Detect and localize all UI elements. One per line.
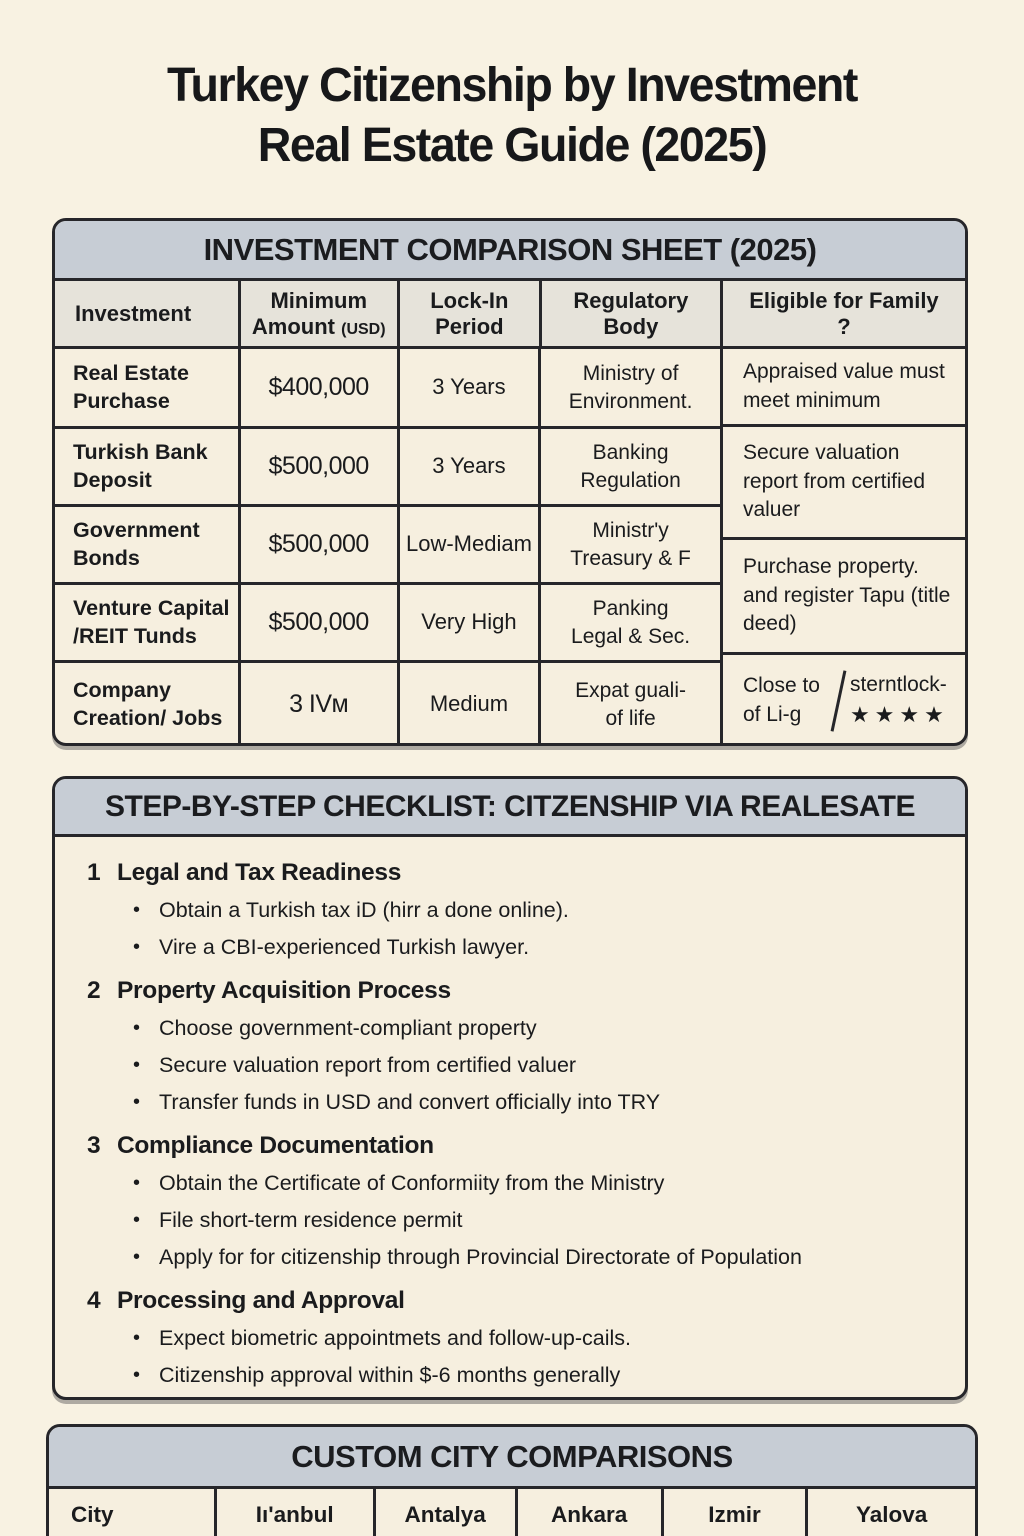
checklist-panel — [52, 776, 968, 1400]
bullet-icon: • — [133, 1054, 141, 1076]
column-header-investment: Investment — [55, 281, 241, 346]
checklist-item: • File short-term residence permit — [133, 1208, 463, 1232]
family-cell: Appraised value must meet minimum — [723, 349, 965, 427]
regulatory-cell: Expat guali- of life — [541, 663, 723, 746]
table-row: Turkish Bank Deposit $500,000 3 Years Banking Regulation — [55, 429, 723, 507]
table-row: Venture Capital /REIT Tunds $500,000 Very High Panking Legal & Sec. — [55, 585, 723, 663]
checklist-item: • Apply for for citizenship through Provincial Directorate of Population — [133, 1245, 802, 1269]
checklist-title: STEP-BY-STEP CHECKLIST: CITZENSHIP VIA REALESATE — [55, 779, 965, 837]
family-cell: Close to of Li-g sterntlock- ★★★★ — [723, 655, 965, 746]
lockin-cell: Very High — [400, 585, 542, 660]
bullet-icon: • — [133, 1246, 141, 1268]
comparison-body — [55, 349, 965, 746]
checklist-step-heading: 1 Legal and Tax Readiness — [87, 859, 402, 886]
city-cell: Yalova — [855, 1502, 928, 1527]
city-header-row — [49, 1489, 975, 1536]
lockin-cell: 3 Years — [400, 349, 542, 426]
column-header-lockin-period: Lock-In Period — [400, 281, 542, 346]
family-cell: Purchase property. and register Tapu (title deed) — [723, 540, 965, 655]
lockin-cell: 3 Years — [400, 429, 542, 504]
amount-cell: $500,000 — [241, 507, 400, 582]
bullet-icon: • — [133, 899, 141, 921]
checklist-step-heading: 4 Processing and Approval — [87, 1287, 405, 1314]
checklist-item: • Obtain a Turkish tax iD (hirr a done online). — [133, 898, 569, 922]
regulatory-cell: Panking Legal & Sec. — [541, 585, 723, 660]
page-title-line1: Turkey Citizenship by Investment — [167, 59, 857, 112]
bullet-icon: • — [133, 1091, 141, 1113]
lockin-cell: Medium — [400, 663, 542, 746]
column-header-regulatory-body: Regulatory Body — [542, 281, 723, 346]
comparison-title: INVESTMENT COMPARISON SHEET (2025) — [55, 221, 965, 281]
checklist-item: • Expect biometric appointmets and follow-up-cails. — [133, 1326, 632, 1350]
bullet-icon: • — [133, 1209, 141, 1231]
star-rating: ★★★★ — [849, 701, 949, 727]
checklist-step-heading: 3 Compliance Documentation — [87, 1132, 434, 1159]
city-cell: Ankara — [518, 1489, 664, 1536]
checklist-item: • Transfer funds in USD and convert officially into TRY — [133, 1090, 661, 1114]
checklist-item: • Secure valuation report from certified valuer — [133, 1053, 577, 1077]
regulatory-cell: Ministr'y Treasury & F — [541, 507, 723, 582]
regulatory-cell: Banking Regulation — [541, 429, 723, 504]
bullet-icon: • — [133, 1172, 141, 1194]
comparison-left-columns — [55, 349, 723, 746]
bullet-icon: • — [133, 1327, 141, 1349]
investment-comparison-panel — [52, 218, 968, 746]
checklist-item: • Vire a CBI-experienced Turkish lawyer. — [133, 935, 530, 959]
checklist-item: • Choose government-compliant property — [133, 1016, 537, 1040]
lockin-cell: Low-Mediam — [400, 507, 542, 582]
bullet-icon: • — [133, 1364, 141, 1386]
family-cell: Secure valuation report from certified valuer — [723, 427, 965, 540]
table-row: Company Creation/ Jobs 3 IVм Medium Expat guali- of life — [55, 663, 723, 746]
amount-cell: $400,000 — [241, 349, 400, 426]
city-cell: Izmir — [664, 1489, 808, 1536]
amount-cell: $500,000 — [241, 585, 400, 660]
checklist-step-heading: 2 Property Acquisition Process — [87, 977, 451, 1004]
comparison-header-row — [55, 281, 965, 349]
family-eligibility-column — [723, 349, 965, 746]
bullet-icon: • — [133, 1017, 141, 1039]
amount-cell: $500,000 — [241, 429, 400, 504]
checklist-item: • Citizenship approval within $-6 months generally — [133, 1363, 621, 1387]
city-cell: Antalya — [376, 1489, 518, 1536]
city-cell: Iı'anbul — [217, 1489, 376, 1536]
checklist-item: • Obtain the Certificate of Conformiity from the Ministry — [133, 1171, 665, 1195]
amount-cell: 3 IVм — [241, 663, 400, 746]
city-comparisons-panel — [46, 1424, 978, 1536]
city-row-label: City — [49, 1489, 217, 1536]
column-header-minimum-amount: Minimum Amount (USD) — [241, 281, 400, 346]
page-title — [15, 56, 1008, 177]
table-row: Real Estate Purchase $400,000 3 Years Ministry of Environment. — [55, 349, 723, 429]
column-header-eligible-family: Eligible for Family ? — [749, 287, 939, 339]
checklist-body — [55, 837, 965, 1389]
regulatory-cell: Ministry of Environment. — [541, 349, 723, 426]
bullet-icon: • — [133, 936, 141, 958]
cities-title: CUSTOM CITY COMPARISONS — [49, 1427, 975, 1489]
page-title-line2: Real Estate Guide (2025) — [257, 119, 767, 173]
table-row: Government Bonds $500,000 Low-Mediam Ministr'y Treasury & F — [55, 507, 723, 585]
